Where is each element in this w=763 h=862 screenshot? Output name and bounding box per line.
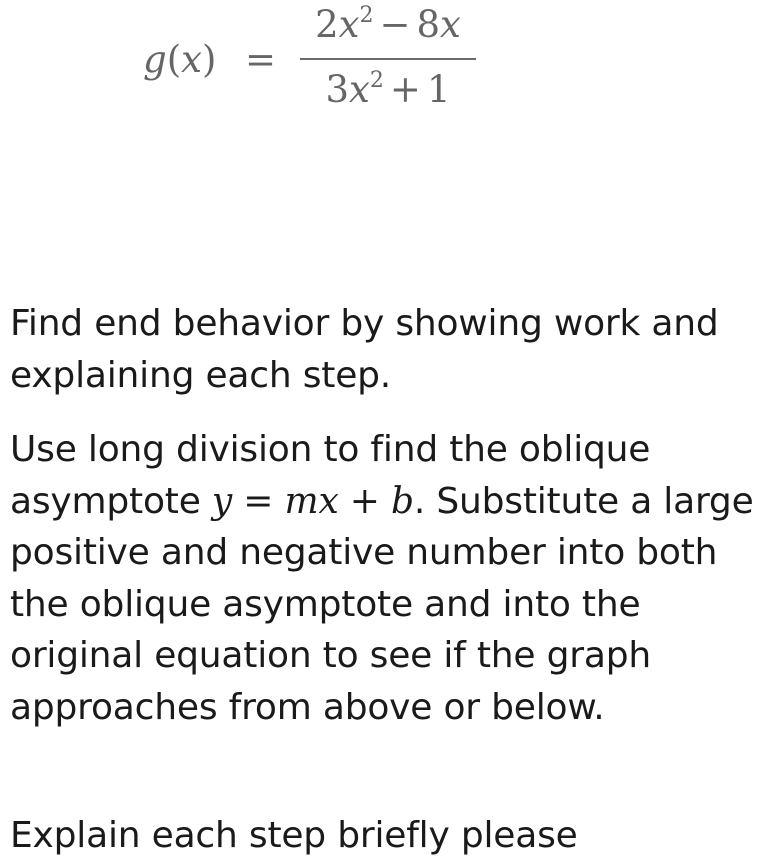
denominator-coef-1: 3 <box>325 68 350 111</box>
numerator-var-1: x <box>338 3 360 46</box>
fraction-bar <box>300 58 476 60</box>
denominator-constant: 1 <box>426 68 451 111</box>
denominator-operator: + <box>389 68 421 111</box>
asymptote-equals: = <box>243 480 274 522</box>
function-name: g <box>143 38 167 81</box>
numerator-coef-2: 8 <box>416 3 441 46</box>
asymptote-m: m <box>284 480 319 522</box>
paragraph-2-rest: . Substitute a large positive and negative number into both the oblique asymptote and into the original equation to see if the graph approaches from above or below. <box>10 480 754 728</box>
formula-lhs: g(x) <box>143 38 217 81</box>
numerator-coef-1: 2 <box>315 3 339 46</box>
denominator-var-1: x <box>349 68 370 111</box>
asymptote-b: b <box>391 480 414 522</box>
instruction-paragraph-1: Find end behavior by showing work and explaining each step. <box>10 303 719 396</box>
instruction-paragraph-3: Explain each step briefly please <box>10 815 578 856</box>
paragraph-2-intro: Use long division to find the oblique asymptote <box>10 429 651 522</box>
fraction-denominator <box>300 68 476 111</box>
instruction-paragraph-2 <box>10 424 755 733</box>
asymptote-y: y <box>211 480 233 522</box>
numerator-operator: − <box>379 3 411 46</box>
asymptote-plus: + <box>349 480 380 522</box>
asymptote-x: x <box>318 480 339 522</box>
formula-equals: = <box>245 38 277 81</box>
fraction-numerator <box>300 3 476 46</box>
function-variable: x <box>181 38 202 81</box>
numerator-var-2: x <box>440 3 461 46</box>
numerator-exponent: 2 <box>359 3 374 28</box>
denominator-exponent: 2 <box>369 68 384 93</box>
